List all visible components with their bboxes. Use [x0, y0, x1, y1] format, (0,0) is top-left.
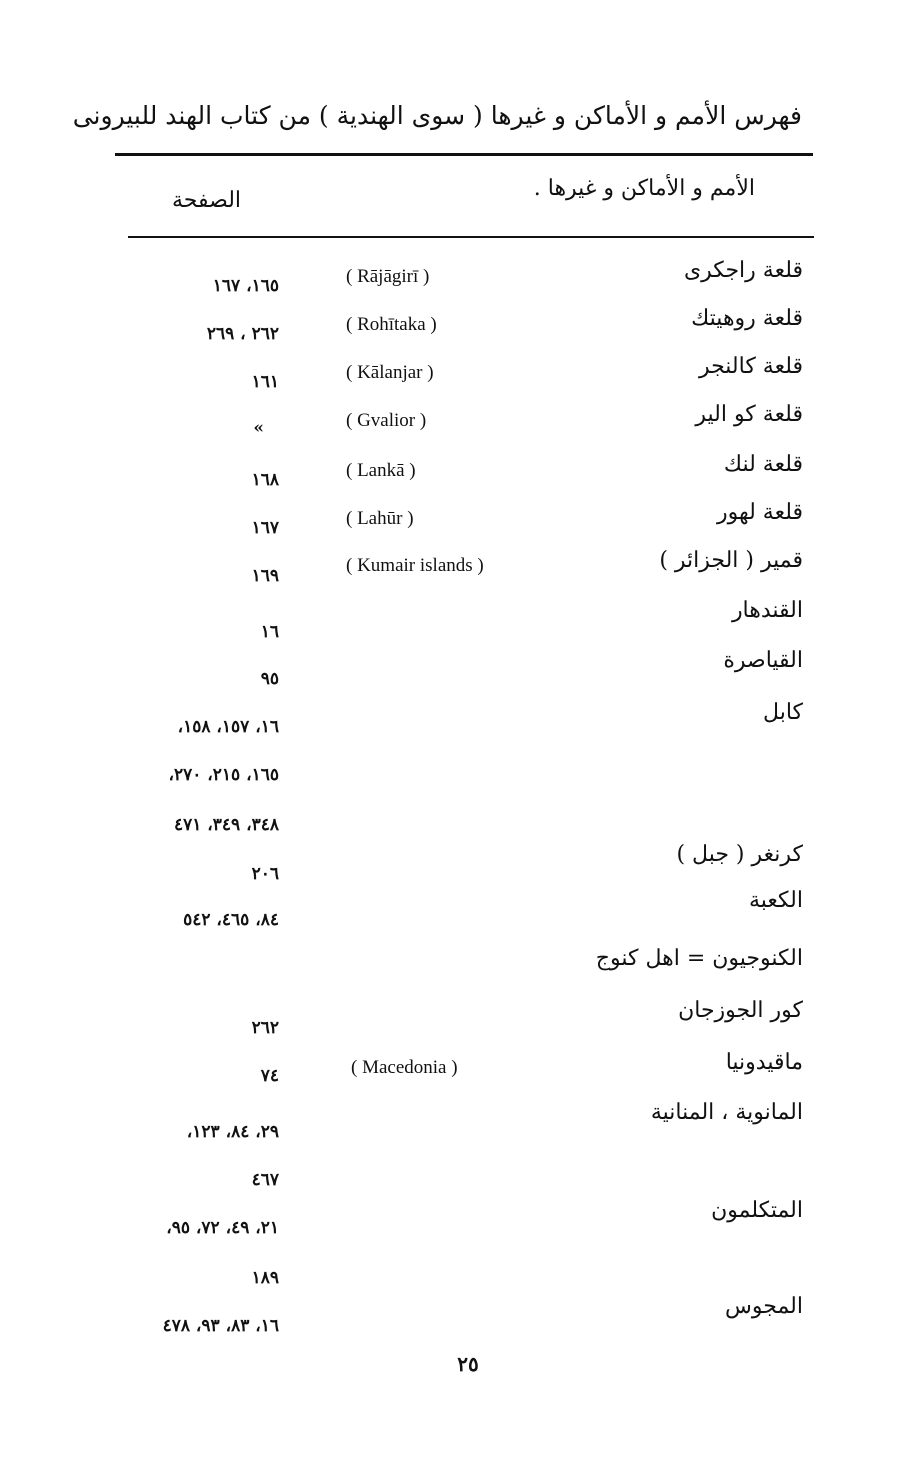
entry-name: قمير ( الجزائر ): [659, 548, 803, 573]
entry-latin-name: ( Kumair islands ): [346, 555, 484, 576]
entry-pages: ٢٦٢: [251, 1018, 279, 1038]
entry-latin-name: ( Rājāgirī ): [346, 266, 430, 287]
entry-latin-name: ( Macedonia ): [351, 1057, 458, 1078]
entry-name: قلعة لنك: [723, 452, 803, 477]
entry-name: كرنغر ( جبل ): [676, 842, 803, 867]
entry-name: القياصرة: [723, 648, 803, 673]
entry-latin-name: ( Kālanjar ): [346, 362, 434, 383]
entry-name: الكنوجيون = اهل كنوج: [595, 946, 803, 971]
entry-pages: ١٦٧: [251, 518, 279, 538]
entry-pages: ٩٥: [260, 669, 279, 689]
entry-latin-name: ( Rohītaka ): [346, 314, 437, 335]
entry-pages: ١٦٩: [251, 566, 279, 586]
entry-latin-name: ( Lankā ): [346, 460, 416, 481]
entry-pages: ١٦، ٨٣، ٩٣، ٤٧٨: [162, 1316, 279, 1336]
entry-pages: ١٨٩: [251, 1268, 279, 1288]
entry-pages: ٢١، ٤٩، ٧٢، ٩٥،: [166, 1218, 279, 1238]
entry-pages: ١٦٨: [251, 470, 279, 490]
entry-pages: ٤٦٧: [251, 1170, 279, 1190]
entry-name: قلعة كالنجر: [698, 354, 803, 379]
page-column-heading: الصفحة: [172, 188, 242, 213]
entry-pages: ١٦، ١٥٧، ١٥٨،: [177, 717, 279, 737]
entry-pages: ١٦٥، ١٦٧: [212, 276, 279, 296]
entry-pages: ٧٤: [260, 1066, 279, 1086]
header-rule: [115, 153, 813, 156]
entry-name: قلعة لهور: [716, 500, 803, 525]
entry-pages: ١٦١: [251, 372, 279, 392]
entry-name: قلعة كو الير: [695, 402, 803, 427]
page-number: ٢٥: [457, 1352, 479, 1376]
entry-name: قلعة راجكرى: [683, 258, 803, 283]
entry-pages: »: [253, 418, 265, 438]
entry-name: المانوية ، المنانية: [650, 1100, 803, 1125]
entry-pages: ١٦: [260, 622, 279, 642]
entry-latin-name: ( Lahūr ): [346, 508, 414, 529]
column-heading-rule: [128, 236, 814, 238]
entry-name: قلعة روهيتك: [691, 306, 803, 331]
entry-name: الكعبة: [748, 888, 803, 913]
entry-pages: ٢٩، ٨٤، ١٢٣،: [186, 1122, 279, 1142]
entry-latin-name: ( Gvalior ): [346, 410, 427, 431]
entry-name: القندهار: [731, 598, 803, 623]
entry-name: كابل: [763, 700, 803, 725]
names-column-heading: الأمم و الأماكن و غيرها .: [533, 176, 755, 201]
page-title: فهرس الأمم و الأماكن و غيرها ( سوى الهندية ) من كتاب الهند للبيرونى: [72, 101, 802, 130]
entry-pages: ١٦٥، ٢١٥، ٢٧٠،: [168, 765, 279, 785]
entry-name: المجوس: [725, 1294, 803, 1319]
entry-pages: ٢٦٢ ، ٢٦٩: [206, 324, 279, 344]
entry-pages: ٨٤، ٤٦٥، ٥٤٢: [183, 910, 279, 930]
entry-name: المتكلمون: [711, 1198, 803, 1223]
entry-name: ماقيدونيا: [725, 1050, 803, 1075]
entry-pages: ٢٠٦: [251, 864, 279, 884]
entry-pages: ٣٤٨، ٣٤٩، ٤٧١: [173, 815, 279, 835]
entry-name: كور الجوزجان: [678, 998, 803, 1023]
